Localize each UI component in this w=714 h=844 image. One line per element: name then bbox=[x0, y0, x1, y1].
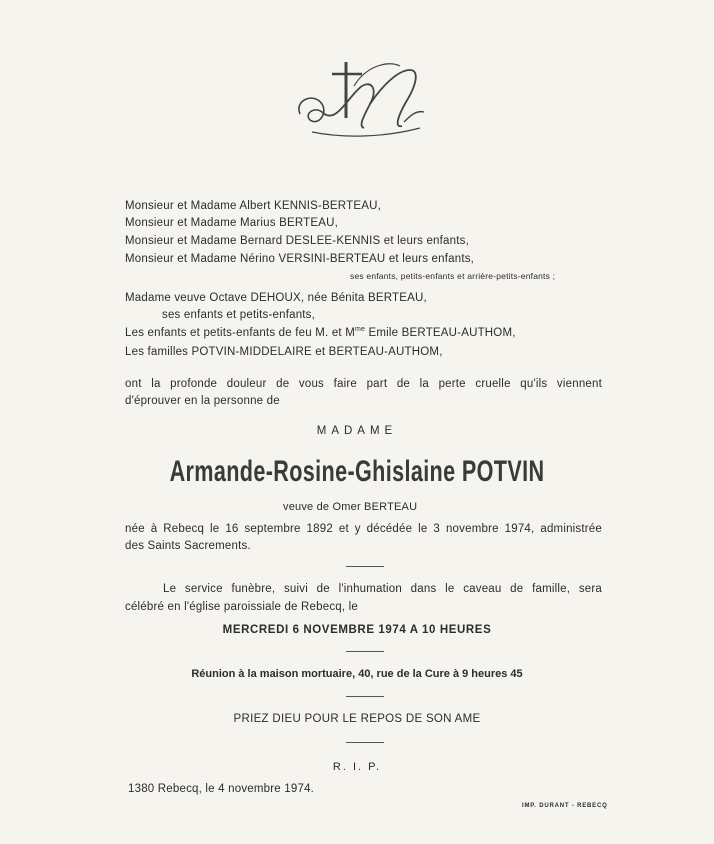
authom-sup: me bbox=[354, 326, 366, 333]
place-date-line: 1380 Rebecq, le 4 novembre 1974. bbox=[128, 783, 315, 795]
widow-text: veuve de Omer BERTEAU bbox=[283, 501, 418, 513]
announcement-line-1: ont la profonde douleur de vous faire part de la perte cruelle qu'ils viennent bbox=[125, 378, 602, 390]
divider-1 bbox=[346, 566, 384, 567]
descendants-line: ses enfants, petits-enfants et arrière-petits-enfants ; bbox=[350, 271, 556, 281]
family-line-1: Monsieur et Madame Albert KENNIS-BERTEAU, bbox=[125, 200, 381, 212]
madame-title: MADAME bbox=[316, 425, 398, 437]
dehoux-children-line: ses enfants et petits-enfants, bbox=[162, 309, 316, 321]
meeting-line: Réunion à la maison mortuaire, 40, rue de la Cure à 9 heures 45 bbox=[191, 668, 523, 680]
rip-line: R. I. P. bbox=[332, 761, 382, 773]
authom-prefix: Les enfants et petits-enfants de feu M. et M bbox=[125, 326, 355, 339]
divider-3 bbox=[346, 696, 384, 697]
dehoux-line: Madame veuve Octave DEHOUX, née Bénita BERTEAU, bbox=[125, 292, 427, 304]
families-line: Les familles POTVIN-MIDDELAIRE et BERTEAU-AUTHOM, bbox=[125, 346, 443, 358]
born-line-1: née à Rebecq le 16 septembre 1892 et y décédée le 3 novembre 1974, administrée bbox=[125, 523, 602, 535]
authom-line bbox=[125, 326, 516, 339]
divider-2 bbox=[346, 651, 384, 652]
family-line-4: Monsieur et Madame Nérino VERSINI-BERTEAU et leurs enfants, bbox=[125, 253, 475, 265]
service-line-1: Le service funèbre, suivi de l'inhumation dans le caveau de famille, sera bbox=[163, 583, 602, 595]
deceased-name: Armande-Rosine-Ghislaine POTVIN bbox=[169, 455, 545, 488]
service-datetime: MERCREDI 6 NOVEMBRE 1974 A 10 HEURES bbox=[222, 624, 492, 636]
prayer-line: PRIEZ DIEU POUR LE REPOS DE SON AME bbox=[233, 713, 481, 725]
deceased-name-wrap bbox=[0, 455, 714, 489]
widow-line bbox=[283, 501, 417, 513]
family-line-3: Monsieur et Madame Bernard DESLEE-KENNIS et leurs enfants, bbox=[125, 235, 469, 247]
family-line-2: Monsieur et Madame Marius BERTEAU, bbox=[125, 217, 339, 229]
service-line-2: célébré en l'église paroissiale de Rebecq, le bbox=[125, 601, 359, 613]
divider-4 bbox=[346, 742, 384, 743]
announcement-line-2: d'éprouver en la personne de bbox=[125, 395, 280, 407]
born-line-2: des Saints Sacrements. bbox=[125, 540, 251, 552]
authom-suffix: Emile BERTEAU-AUTHOM, bbox=[365, 326, 516, 339]
cross-monogram-icon bbox=[292, 56, 432, 142]
printer-mark: IMP. DURANT - REBECQ bbox=[522, 803, 608, 809]
